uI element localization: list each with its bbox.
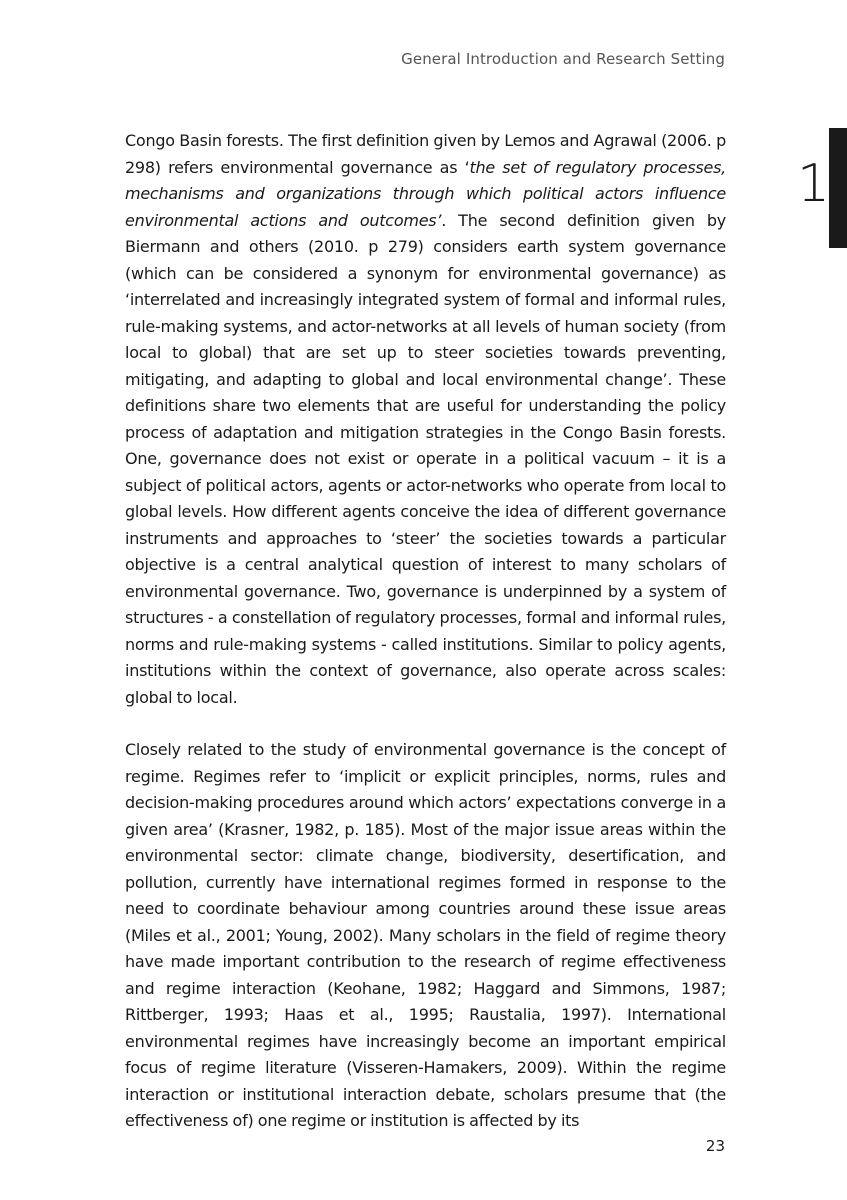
body-text	[125, 128, 726, 1135]
paragraph-1-text-a: Congo Basin forests. The first definition given by Lemos and Agrawal (2006. p 298) refers environmental governance as ‘	[125, 131, 726, 177]
paragraph-1	[125, 128, 726, 711]
paragraph-2: Closely related to the study of environmental governance is the concept of regime. Regimes refer to ‘implicit or explicit principles, norms, rules and decision-making procedures around which actors’ expectations converge in a given area’ (Krasner, 1982, p. 185). Most of the major issue areas within the environmental sector: climate change, biodiversity, desertification, and pollution, currently have international regimes formed in response to the need to coordinate behaviour among countries around these issue areas (Miles et al., 2001; Young, 2002). Many scholars in the field of regime theory have made important contribution to the research of regime effectiveness and regime interaction (Keohane, 1982; Haggard and Simmons, 1987; Rittberger, 1993; Haas et al., 1995; Raustalia, 1997). International environmental regimes have increasingly become an important empirical focus of regime literature (Visseren-Hamakers, 2009). Within the regime interaction or institutional interaction debate, scholars presume that (the effectiveness of) one regime or institution is affected by its	[125, 740, 726, 1130]
running-header: General Introduction and Research Setting	[401, 50, 725, 68]
chapter-number: 1	[797, 154, 831, 214]
paragraph-1-text-b: . The second definition given by Biermann and others (2010. p 279) considers earth system governance (which can be considered a synonym for environmental governance) as ‘interrelated and increasingly integrated system of formal and informal rules, rule-making systems, and actor-networks at all levels of human society (from local to global) that are set up to steer societies towards preventing, mitigating, and adapting to global and local environmental change’. These definitions share two elements that are useful for understanding the policy process of adaptation and mitigation strategies in the Congo Basin forests. One, governance does not exist or operate in a political vacuum – it is a subject of political actors, agents or actor-networks who operate from local to global levels. How different agents conceive the idea of different governance instruments and approaches to ‘steer’ the societies towards a particular objective is a central analytical question of interest to many scholars of environmental governance. Two, governance is underpinned by a system of structures - a constellation of regulatory processes, formal and informal rules, norms and rule-making systems - called institutions. Similar to policy agents, institutions within the context of governance, also operate across scales: global to local.	[125, 210, 727, 707]
paragraph-1-italic-quote: the set of regulatory processes, mechanisms and organizations through which political actors influence environmental actions and outcomes’	[125, 157, 727, 230]
page-number: 23	[705, 1137, 725, 1155]
chapter-tab-marker	[829, 128, 847, 248]
